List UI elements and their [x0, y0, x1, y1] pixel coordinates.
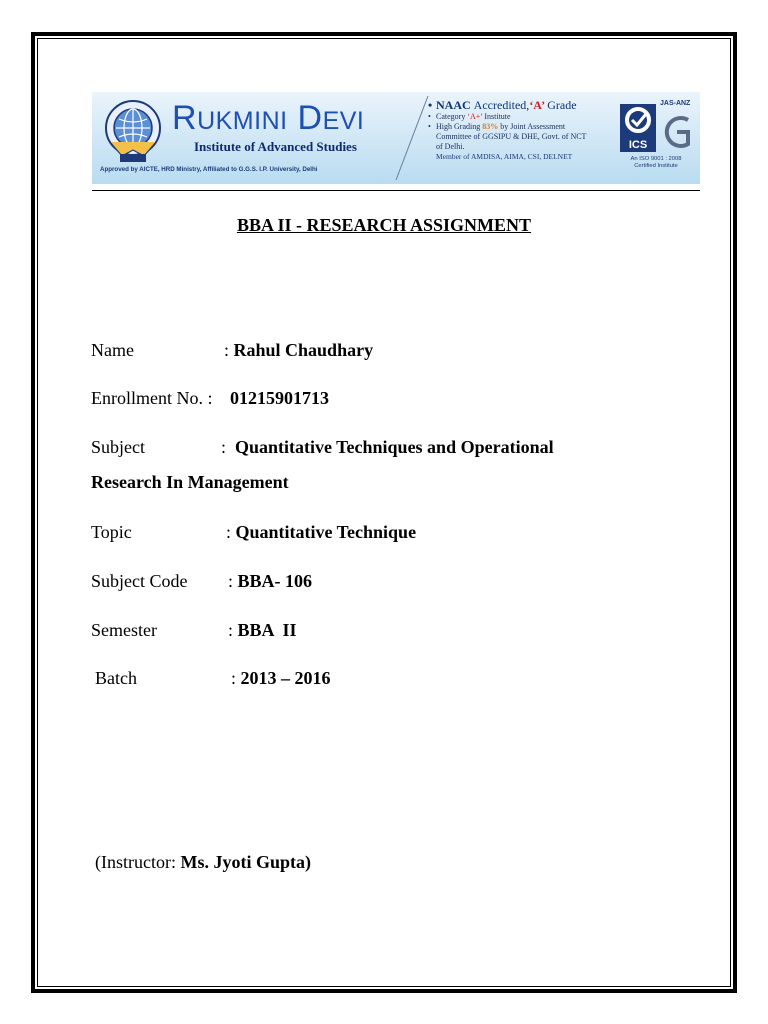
enrollment-label: Enrollment No. :: [91, 388, 213, 408]
category-line: • Category ‘A+’ Institute: [428, 112, 608, 122]
batch-label: Batch: [95, 668, 137, 688]
subject-code-value: BBA- 106: [237, 571, 313, 591]
ics-logo-icon: [620, 104, 656, 152]
subject-label: Subject: [91, 437, 145, 457]
iso-text: An ISO 9001 : 2008 Certified Institute: [630, 156, 682, 169]
subject-code-field: : BBA- 106: [228, 571, 313, 591]
approval-line: Approved by AICTE, HRD Ministry, Affiliated to G.G.S. I.P. University, Delhi: [100, 166, 318, 173]
banner-divider: [392, 92, 432, 184]
institute-emblem-icon: [102, 98, 164, 164]
semester-field: : BBA II: [228, 620, 297, 640]
subject-code-label: Subject Code: [91, 571, 188, 591]
institute-name: RUKMINI DEVI: [172, 99, 365, 137]
subject-value-line2: Research In Management: [91, 472, 289, 492]
name-label: Name: [91, 340, 134, 360]
grading-line-3: of Delhi.: [436, 142, 465, 151]
semester-label: Semester: [91, 620, 157, 640]
enrollment-value: 01215901713: [230, 388, 329, 408]
naac-line: • NAAC Accredited,‘A’ Grade: [428, 98, 608, 112]
jas-anz-label: JAS-ANZ: [660, 100, 691, 107]
semester-value: BBA II: [237, 620, 297, 640]
topic-label: Topic: [91, 522, 132, 542]
topic-value: Quantitative Technique: [235, 522, 417, 542]
institute-subtitle: Institute of Advanced Studies: [194, 139, 357, 154]
subject-value-line1: Quantitative Techniques and Operational: [235, 437, 554, 457]
batch-value: 2013 – 2016: [240, 668, 331, 688]
subject-field: : Quantitative Techniques and Operational: [221, 437, 554, 457]
grading-line: • High Grading 83% by Joint Assessment: [428, 122, 608, 132]
jas-anz-mark-icon: [662, 114, 692, 150]
document-title: BBA II - RESEARCH ASSIGNMENT: [236, 215, 532, 235]
svg-text:ICS: ICS: [628, 139, 648, 151]
grading-line-2: Committee of GGSIPU & DHE, Govt. of NCT: [436, 132, 587, 141]
name-value: Rahul Chaudhary: [233, 340, 374, 360]
topic-field: : Quantitative Technique: [226, 522, 417, 542]
membership-line: Member of AMDISA, AIMA, CSI, DELNET: [436, 152, 573, 161]
institute-banner: [92, 92, 700, 184]
banner-underline: [92, 190, 700, 191]
accreditation-list: [428, 98, 608, 162]
iso-certification: [616, 100, 696, 178]
batch-field: : 2013 – 2016: [231, 668, 331, 688]
instructor-name: Ms. Jyoti Gupta: [180, 852, 305, 872]
instructor-line: (Instructor: Ms. Jyoti Gupta): [95, 852, 311, 872]
name-field: : Rahul Chaudhary: [224, 340, 374, 360]
brand-block: [172, 100, 392, 155]
